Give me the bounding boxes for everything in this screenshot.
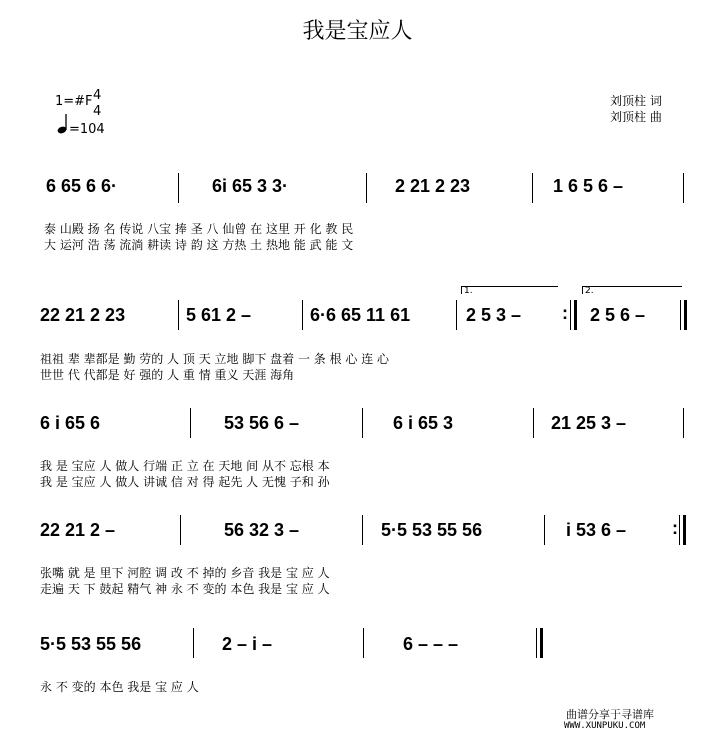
lyrics-verse-2: 我 是 宝应 人 做人 讲诚 信 对 得 起先 人 无愧 子和 孙 [40,475,330,489]
lyrics-verse-2: 走遍 天 下 鼓起 精气 神 永 不 变的 本色 我是 宝 应 人 [40,582,330,596]
volta-1-label: 1. [464,286,473,296]
barline [366,173,367,203]
measure-5-3: 6 – – – [403,634,459,654]
repeat-end-dots: : [562,303,568,323]
barline [544,515,545,545]
measure-2-2: 5 61 2 – [186,305,252,325]
song-title: 我是宝应人 [302,19,413,44]
barline [362,408,363,438]
barline [679,515,680,545]
lyrics-verse-1: 我 是 宝应 人 做人 行端 正 立 在 天地 间 从不 忘根 本 [40,459,330,473]
volta-bracket-2-left [582,286,583,294]
barline [683,173,684,203]
barline [178,300,179,330]
final-thick-barline [684,300,687,330]
barline [536,628,537,658]
lyrics-verse-2: 大 运河 浩 荡 流淌 耕读 诗 韵 这 方热 土 热地 能 武 能 文 [44,238,354,252]
measure-2-3: 6·6 65 11 61 [310,305,411,325]
barline [533,408,534,438]
measure-3-1: 6 i 65 6 [40,413,101,433]
measure-5-2: 2 – i – [222,634,273,654]
measure-4-2: 56 32 3 – [224,520,300,540]
barline [363,628,364,658]
time-signature-top: 4 [93,88,102,103]
barline [683,408,684,438]
lyrics-verse-1: 永 不 变的 本色 我是 宝 应 人 [40,680,199,694]
measure-4-4: i 53 6 – [566,520,627,540]
measure-2-5: 2 5 6 – [590,305,646,325]
measure-4-1: 22 21 2 – [40,520,116,540]
barline [178,173,179,203]
tempo-marking: =104 [69,122,105,137]
lyrics-verse-1: 泰 山殿 扬 名 传说 八宝 捧 圣 八 仙曾 在 这里 开 化 教 民 [44,222,354,236]
lyrics-verse-1: 张嘴 就 是 里下 河腔 调 改 不 掉的 乡音 我是 宝 应 人 [40,566,330,580]
lyrics-verse-1: 祖祖 辈 辈都是 勤 劳的 人 顶 天 立地 脚下 盘着 一 条 根 心 连 心 [40,352,390,366]
barline [362,515,363,545]
barline [532,173,533,203]
measure-1-2: 6i 65 3 3· [212,176,289,196]
repeat-end-thick-barline [574,300,577,330]
watermark-url: WWW.XUNPUKU.COM [564,721,646,731]
barline [190,408,191,438]
repeat-end-thick-barline [683,515,686,545]
barline [193,628,194,658]
volta-bracket-1-left [461,286,462,294]
time-signature-bottom: 4 [93,104,102,119]
measure-2-4: 2 5 3 – [466,305,522,325]
barline [302,300,303,330]
quarter-note-icon [57,113,69,140]
lyricist-credit: 刘顶柱 词 [610,94,662,108]
final-thick-barline [540,628,543,658]
lyrics-verse-2: 世世 代 代都是 好 强的 人 重 情 重义 天涯 海角 [40,368,295,382]
barline [570,300,571,330]
measure-4-3: 5·5 53 55 56 [381,520,483,540]
measure-2-1: 22 21 2 23 [40,305,126,325]
repeat-end-dots: : [672,518,678,538]
barline [680,300,681,330]
measure-1-4: 1 6 5 6 – [553,176,624,196]
volta-bracket-1-top [461,286,558,287]
measure-1-1: 6 65 6 6· [46,176,118,196]
composer-credit: 刘顶柱 曲 [610,110,662,124]
watermark-text: 曲谱分享于寻谱库 [566,708,654,721]
barline [180,515,181,545]
measure-3-2: 53 56 6 – [224,413,300,433]
barline [456,300,457,330]
measure-1-3: 2 21 2 23 [395,176,471,196]
measure-3-3: 6 i 65 3 [393,413,454,433]
volta-2-label: 2. [585,286,594,296]
key-signature: 1=#F [55,94,93,109]
volta-bracket-2-top [582,286,682,287]
measure-5-1: 5·5 53 55 56 [40,634,142,654]
measure-3-4: 21 25 3 – [551,413,627,433]
